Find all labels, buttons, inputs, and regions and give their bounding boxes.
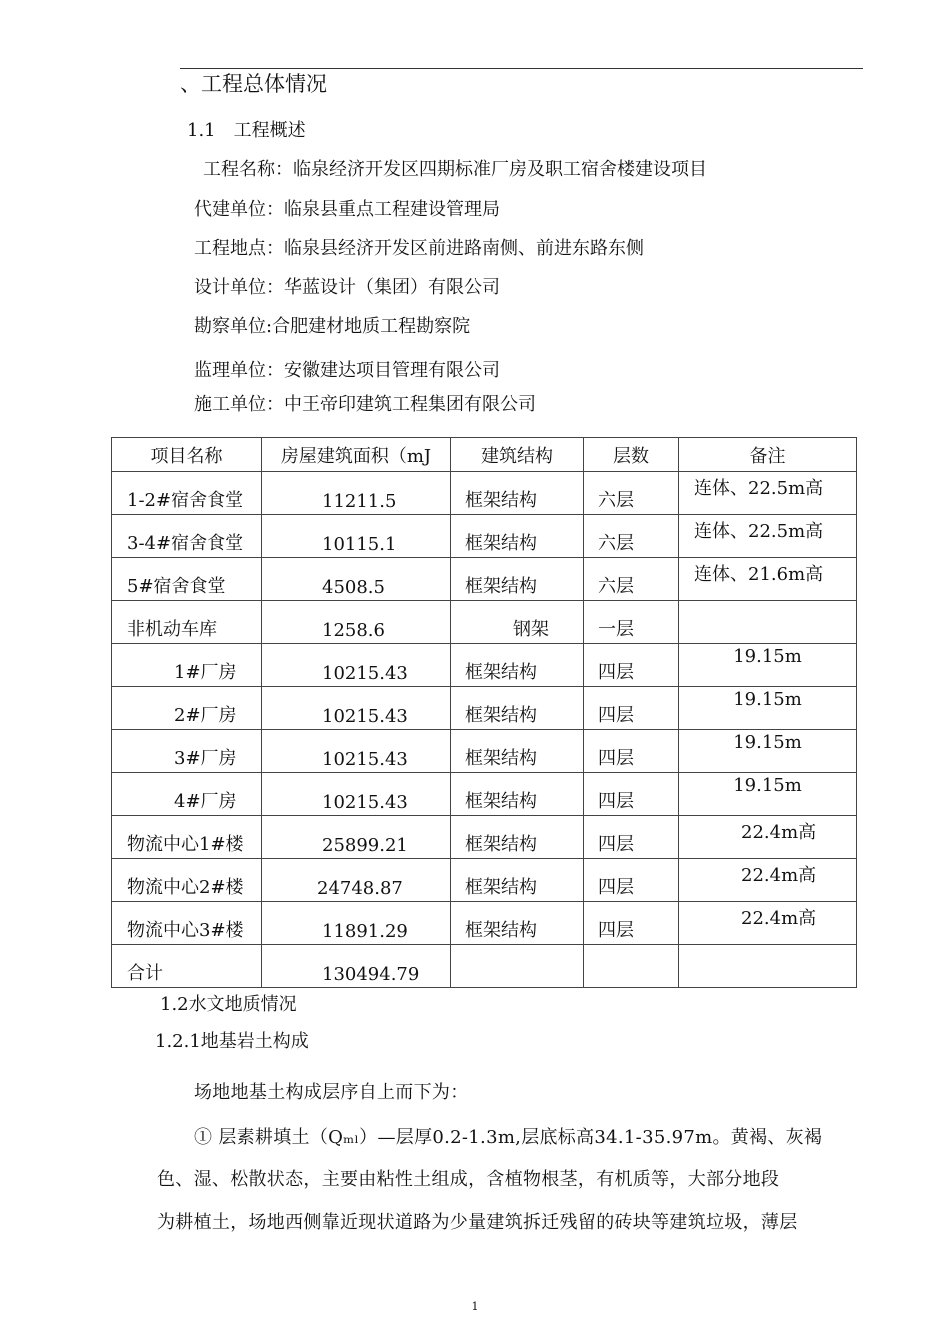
row-structure: 钢架	[513, 619, 549, 640]
row-floors: 六层	[598, 490, 634, 511]
table-header-row	[112, 438, 857, 472]
row-name: 3#厂房	[174, 748, 237, 769]
subsection-1-2: 1.2水文地质情况	[160, 994, 297, 1015]
table-row	[112, 558, 857, 601]
header-floors: 层数	[584, 438, 679, 472]
row-name: 物流中心1#楼	[127, 834, 244, 855]
row-note: 22.4m高	[741, 908, 817, 929]
design-unit: 设计单位：华蓝设计（集团）有限公司	[194, 277, 500, 298]
row-name: 2#厂房	[174, 705, 237, 726]
row-area: 25899.21	[322, 835, 408, 856]
row-name: 物流中心2#楼	[127, 877, 244, 898]
row-note: 连体、21.6m高	[694, 564, 824, 585]
paragraph-line: 色、湿、松散状态，主要由粘性土组成，含植物根茎，有机质等，大部分地段	[157, 1169, 780, 1190]
project-location: 工程地点：临泉县经济开发区前进路南侧、前进东路东侧	[194, 238, 644, 259]
row-area: 10215.43	[322, 706, 408, 727]
paragraph-line: 为耕植土，场地西侧靠近现状道路为少量建筑拆迁残留的砖块等建筑垃圾，薄层	[157, 1212, 798, 1233]
table-row	[112, 859, 857, 902]
row-name: 5#宿舍食堂	[127, 576, 226, 597]
row-note: 19.15m	[733, 646, 802, 667]
row-area: 4508.5	[322, 577, 385, 598]
row-name: 1#厂房	[174, 662, 237, 683]
section-title: 、工程总体情况	[180, 72, 327, 96]
row-floors: 六层	[598, 533, 634, 554]
row-structure: 框架结构	[465, 705, 537, 726]
row-structure: 框架结构	[465, 576, 537, 597]
row-structure: 框架结构	[465, 490, 537, 511]
row-floors: 一层	[598, 619, 634, 640]
project-table	[111, 437, 857, 988]
paragraph-intro: 场地地基土构成层序自上而下为：	[194, 1082, 469, 1103]
row-structure: 框架结构	[465, 834, 537, 855]
row-area: 10115.1	[322, 534, 397, 555]
row-note: 19.15m	[733, 732, 802, 753]
row-note: 连体、22.5m高	[694, 478, 824, 499]
row-floors: 四层	[598, 662, 634, 683]
table-row	[112, 472, 857, 515]
header-area: 房屋建筑面积（mJ	[262, 438, 451, 472]
row-structure: 框架结构	[465, 748, 537, 769]
row-name: 4#厂房	[174, 791, 237, 812]
row-name: 1-2#宿舍食堂	[127, 490, 244, 511]
table-row	[112, 601, 857, 644]
row-name: 非机动车库	[127, 619, 217, 640]
row-area: 10215.43	[322, 749, 408, 770]
row-area: 1258.6	[322, 620, 385, 641]
table-row	[112, 644, 857, 687]
table-row	[112, 515, 857, 558]
total-area: 130494.79	[322, 964, 420, 985]
agent-unit: 代建单位：临泉县重点工程建设管理局	[194, 199, 500, 220]
row-structure: 框架结构	[465, 920, 537, 941]
row-area: 10215.43	[322, 792, 408, 813]
row-floors: 四层	[598, 748, 634, 769]
subsection-1-1: 1.1 工程概述	[187, 120, 306, 141]
row-name: 3-4#宿舍食堂	[127, 533, 244, 554]
row-area: 10215.43	[322, 663, 408, 684]
table-row	[112, 816, 857, 859]
subsection-1-2-1: 1.2.1地基岩土构成	[155, 1031, 309, 1052]
row-area: 24748.87	[317, 878, 403, 899]
row-floors: 四层	[598, 834, 634, 855]
header-note: 备注	[679, 438, 857, 472]
row-note: 19.15m	[733, 775, 802, 796]
row-name: 物流中心3#楼	[127, 920, 244, 941]
paragraph-line: ① 层素耕填土（Qₘₗ）—层厚0.2-1.3m,层底标高34.1-35.97m。黄褐、灰褐	[194, 1127, 823, 1148]
row-area: 11211.5	[322, 491, 397, 512]
table-row	[112, 687, 857, 730]
row-area: 11891.29	[322, 921, 408, 942]
header-rule	[180, 68, 863, 69]
construction-unit: 施工单位：中王帝印建筑工程集团有限公司	[194, 394, 536, 415]
row-note: 19.15m	[733, 689, 802, 710]
header-name: 项目名称	[112, 438, 262, 472]
row-structure: 框架结构	[465, 662, 537, 683]
project-name: 工程名称：临泉经济开发区四期标准厂房及职工宿舍楼建设项目	[203, 159, 707, 180]
table-row	[112, 773, 857, 816]
row-note: 22.4m高	[741, 822, 817, 843]
row-structure	[451, 985, 583, 987]
row-structure: 框架结构	[465, 533, 537, 554]
table-total-row	[112, 945, 857, 988]
row-structure: 框架结构	[465, 791, 537, 812]
table-row	[112, 730, 857, 773]
survey-unit: 勘察单位:合肥建材地质工程勘察院	[194, 316, 471, 337]
row-floors	[584, 985, 678, 987]
table-row	[112, 902, 857, 945]
supervision-unit: 监理单位：安徽建达项目管理有限公司	[194, 360, 500, 381]
header-structure: 建筑结构	[451, 438, 584, 472]
row-floors: 四层	[598, 705, 634, 726]
row-note: 22.4m高	[741, 865, 817, 886]
row-floors: 四层	[598, 920, 634, 941]
page-number: 1	[471, 1300, 479, 1313]
row-structure: 框架结构	[465, 877, 537, 898]
row-floors: 四层	[598, 877, 634, 898]
row-floors: 六层	[598, 576, 634, 597]
row-note: 连体、22.5m高	[694, 521, 824, 542]
total-label: 合计	[127, 963, 163, 984]
row-floors: 四层	[598, 791, 634, 812]
